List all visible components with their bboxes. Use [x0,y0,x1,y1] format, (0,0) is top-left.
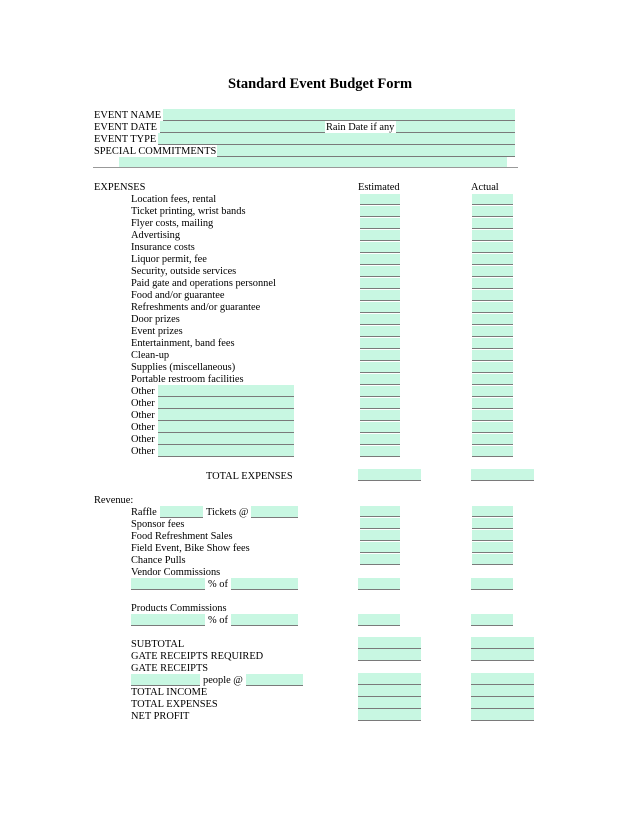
actual-field[interactable] [472,350,513,361]
expense-item: Supplies (miscellaneous) [131,362,236,373]
estimated-field[interactable] [360,530,400,541]
actual-field[interactable] [472,326,513,337]
other-description-field[interactable] [158,445,294,457]
expense-item: Entertainment, band fees [131,338,235,349]
total-expenses-summary-actual-field[interactable] [471,697,534,709]
expense-item: Portable restroom facilities [131,374,244,385]
chance-pulls-label: Chance Pulls [131,555,186,566]
total-expenses-actual-field[interactable] [471,469,534,481]
expense-item: Ticket printing, wrist bands [131,206,246,217]
actual-field[interactable] [472,410,513,421]
ticket-price-field[interactable] [251,506,298,518]
tickets-at-label: Tickets @ [206,507,249,518]
special-commitments-label: SPECIAL COMMITMENTS [94,146,217,157]
actual-field[interactable] [472,278,513,289]
rain-date-field[interactable] [396,121,515,133]
estimated-field[interactable] [360,230,400,241]
gate-receipts-required-estimated-field[interactable] [358,649,421,661]
expense-item: Paid gate and operations personnel [131,278,276,289]
estimated-field[interactable] [360,554,400,565]
rain-date-label: Rain Date if any [326,122,395,133]
expense-item: Liquor permit, fee [131,254,207,265]
actual-field[interactable] [472,386,513,397]
subtotal-estimated-field[interactable] [358,637,421,649]
expense-item: Advertising [131,230,181,241]
expense-item: Security, outside services [131,266,237,277]
actual-field[interactable] [472,374,513,385]
actual-field[interactable] [472,302,513,313]
page-title: Standard Event Budget Form [227,76,413,92]
actual-field[interactable] [472,338,513,349]
actual-field[interactable] [472,542,513,553]
food-refreshment-sales-label: Food Refreshment Sales [131,531,233,542]
actual-field[interactable] [472,254,513,265]
subtotal-label: SUBTOTAL [131,639,185,650]
event-date-label: EVENT DATE [94,122,158,133]
actual-field[interactable] [472,314,513,325]
vendor-percent-field[interactable] [131,578,205,590]
gate-receipts-required-actual-field[interactable] [471,649,534,661]
price-per-person-field[interactable] [246,674,303,686]
estimated-field[interactable] [358,578,400,590]
expense-item-other: Other [131,410,155,421]
actual-field[interactable] [472,290,513,301]
actual-field[interactable] [472,530,513,541]
expense-item: Insurance costs [131,242,195,253]
estimated-field[interactable] [360,410,400,421]
expense-item-other: Other [131,434,155,445]
event-type-field[interactable] [158,133,515,145]
vendor-commissions-label: Vendor Commissions [131,567,221,578]
actual-column-header: Actual [471,182,499,193]
total-expenses-summary-label: TOTAL EXPENSES [131,699,218,710]
expense-item-other: Other [131,386,155,397]
estimated-field[interactable] [360,542,400,553]
estimated-field[interactable] [360,374,400,385]
expense-item-other: Other [131,422,155,433]
expense-item: Clean-up [131,350,170,361]
field-event-label: Field Event, Bike Show fees [131,543,250,554]
total-expenses-estimated-field[interactable] [358,469,421,481]
event-name-field[interactable] [163,109,515,121]
estimated-field[interactable] [360,206,400,217]
expense-item: Refreshments and/or guarantee [131,302,261,313]
actual-field[interactable] [472,242,513,253]
expense-item: Door prizes [131,314,180,325]
estimated-field[interactable] [360,254,400,265]
total-income-actual-field[interactable] [471,685,534,697]
estimated-field[interactable] [360,518,400,529]
gate-receipts-required-label: GATE RECEIPTS REQUIRED [131,651,264,662]
estimated-field[interactable] [360,398,400,409]
estimated-field[interactable] [360,446,400,457]
percent-of-label: % of [208,615,228,626]
actual-field[interactable] [472,362,513,373]
other-description-field[interactable] [158,397,294,409]
estimated-field[interactable] [360,506,400,517]
raffle-label: Raffle [131,507,157,518]
net-profit-estimated-field[interactable] [358,709,421,721]
expense-item: Event prizes [131,326,183,337]
products-percent-field[interactable] [131,614,205,626]
expenses-heading: EXPENSES [94,182,146,193]
net-profit-label: NET PROFIT [131,711,190,722]
actual-field[interactable] [472,266,513,277]
expense-item-other: Other [131,398,155,409]
actual-field[interactable] [472,446,513,457]
actual-field[interactable] [472,506,513,517]
subtotal-actual-field[interactable] [471,637,534,649]
net-profit-actual-field[interactable] [471,709,534,721]
estimated-field[interactable] [360,362,400,373]
revenue-heading: Revenue: [94,495,134,506]
estimated-field[interactable] [360,422,400,433]
other-description-field[interactable] [158,421,294,433]
actual-field[interactable] [472,554,513,565]
estimated-field[interactable] [360,278,400,289]
raffle-count-field[interactable] [160,506,203,518]
other-description-field[interactable] [158,433,294,445]
estimated-field[interactable] [360,338,400,349]
sponsor-fees-label: Sponsor fees [131,519,185,530]
estimated-field[interactable] [360,386,400,397]
divider [93,167,518,168]
estimated-field[interactable] [360,314,400,325]
actual-field[interactable] [471,614,513,626]
estimated-field[interactable] [360,194,400,205]
actual-field[interactable] [472,206,513,217]
actual-field[interactable] [471,578,513,590]
expense-item: Food and/or guarantee [131,290,225,301]
actual-field[interactable] [472,398,513,409]
products-base-field[interactable] [231,614,298,626]
estimated-field[interactable] [360,290,400,301]
estimated-field[interactable] [360,218,400,229]
estimated-field[interactable] [360,350,400,361]
total-income-label: TOTAL INCOME [131,687,208,698]
actual-field[interactable] [472,434,513,445]
products-commissions-label: Products Commissions [131,603,227,614]
special-commitments-field[interactable] [217,145,515,157]
total-expenses-summary-estimated-field[interactable] [358,697,421,709]
event-name-label: EVENT NAME [94,110,162,121]
estimated-field[interactable] [360,266,400,277]
people-count-field[interactable] [131,674,200,686]
expense-item-other: Other [131,446,155,457]
actual-field[interactable] [472,194,513,205]
gate-receipts-actual-field[interactable] [471,673,534,685]
vendor-base-field[interactable] [231,578,298,590]
estimated-column-header: Estimated [358,182,400,193]
people-at-label: people @ [203,675,243,686]
gate-receipts-label: GATE RECEIPTS [131,663,209,674]
total-expenses-label: TOTAL EXPENSES [206,471,293,482]
percent-of-label: % of [208,579,228,590]
estimated-field[interactable] [360,242,400,253]
gate-receipts-estimated-field[interactable] [358,673,421,685]
estimated-field[interactable] [360,302,400,313]
estimated-field[interactable] [360,434,400,445]
other-description-field[interactable] [158,385,294,397]
expense-item: Location fees, rental [131,194,217,205]
event-type-label: EVENT TYPE [94,134,157,145]
actual-field[interactable] [472,218,513,229]
actual-field[interactable] [472,230,513,241]
actual-field[interactable] [472,518,513,529]
expense-item: Flyer costs, mailing [131,218,214,229]
total-income-estimated-field[interactable] [358,685,421,697]
estimated-field[interactable] [358,614,400,626]
event-date-field[interactable] [160,121,325,133]
estimated-field[interactable] [360,326,400,337]
actual-field[interactable] [472,422,513,433]
other-description-field[interactable] [158,409,294,421]
